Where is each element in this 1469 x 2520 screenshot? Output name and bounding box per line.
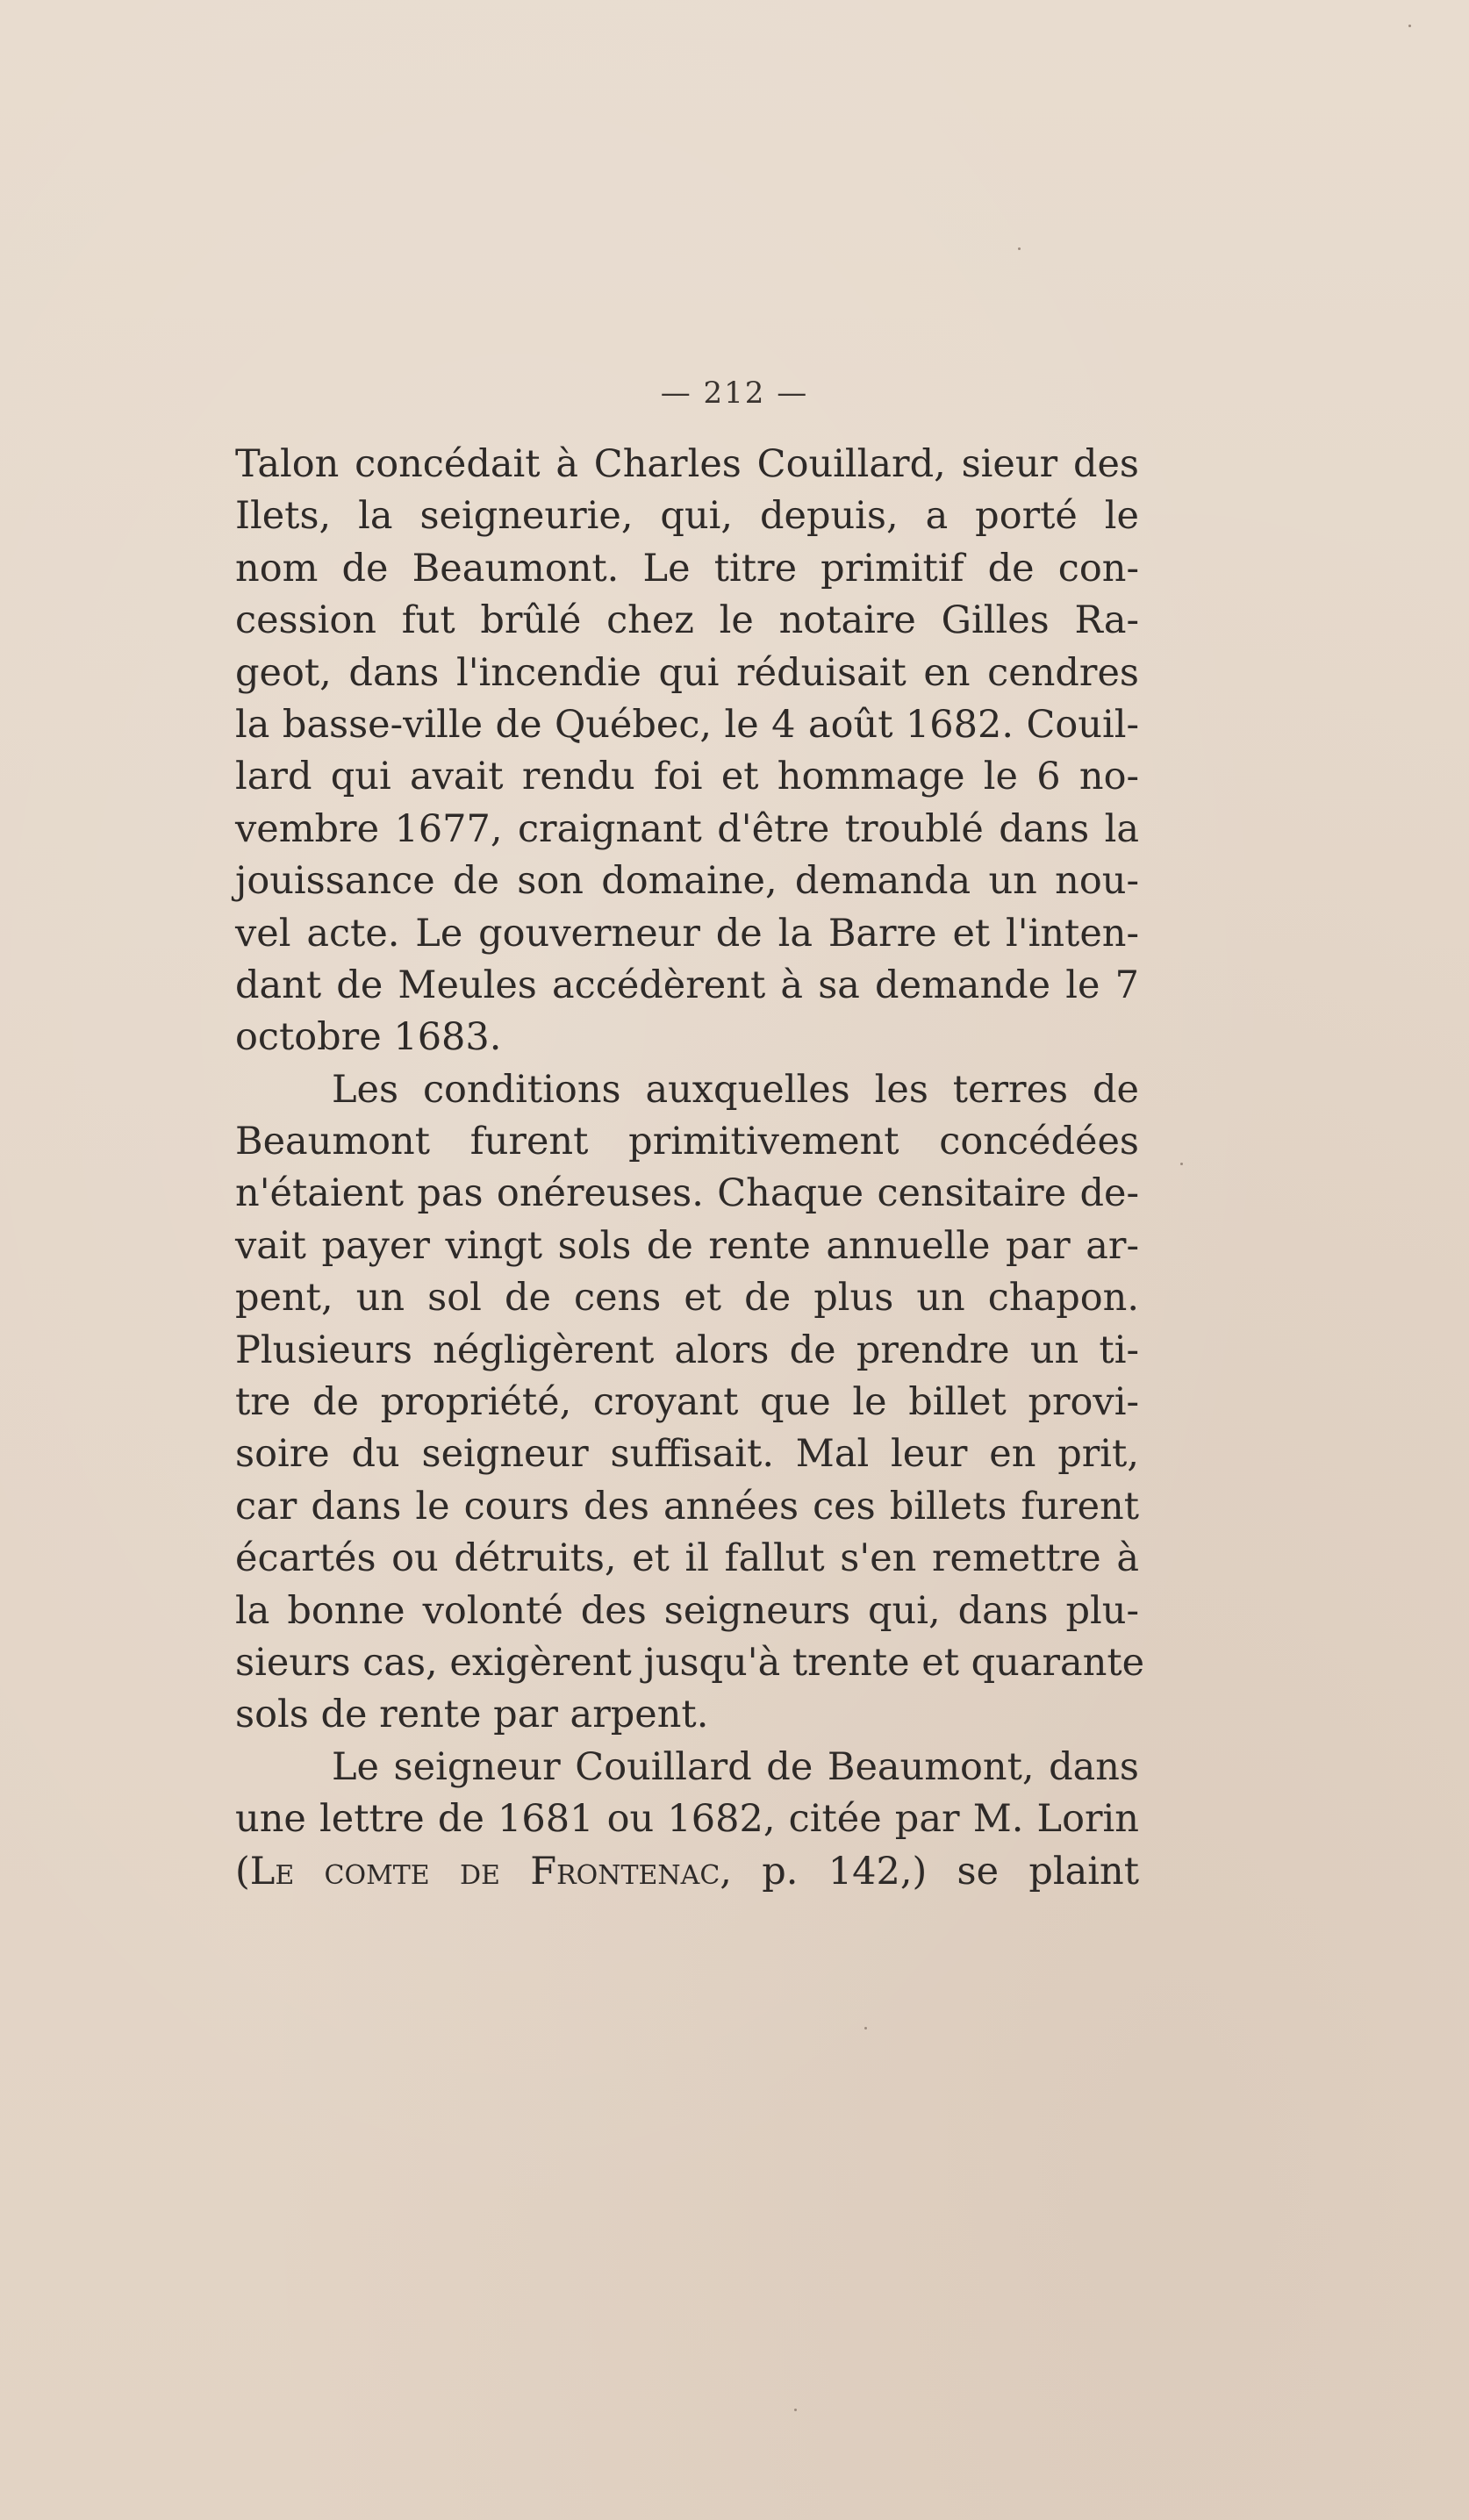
paragraph-1 — [235, 439, 1139, 1064]
text-line: Beaumont furent primitivement concédées — [235, 1120, 1139, 1164]
text-line: Les conditions auxquelles les terres de — [332, 1067, 1139, 1112]
paper-speck — [1018, 247, 1021, 250]
paper-speck — [864, 2027, 867, 2030]
body-text — [235, 439, 1145, 1898]
text-line: octobre 1683. — [235, 1015, 502, 1060]
text-line: jouissance de son domaine, demanda un nou- — [235, 859, 1139, 904]
text-line: vait payer vingt sols de rente annuelle par ar- — [235, 1223, 1139, 1268]
text-line: soire du seigneur suffisait. Mal leur en prit, — [235, 1432, 1139, 1477]
text-line: Le seigneur Couillard de Beaumont, dans — [332, 1744, 1139, 1789]
page-number: — 212 — — [660, 376, 809, 411]
text-line: dant de Meules accédèrent à sa demande le 7 — [235, 963, 1139, 1007]
paper-speck — [1408, 25, 1411, 27]
text-line: tre de propriété, croyant que le billet provi- — [235, 1380, 1139, 1425]
text-line: n'étaient pas onéreuses. Chaque censitaire de- — [235, 1171, 1139, 1216]
text-line: sols de rente par arpent. — [235, 1693, 709, 1737]
citation-tail: , p. 142,) se plaint — [720, 1849, 1139, 1894]
paragraph-2 — [235, 1064, 1145, 1742]
open-paren: ( — [235, 1849, 250, 1894]
text-line: car dans le cours des années ces billets furent — [235, 1484, 1139, 1528]
text-line: la basse-ville de Québec, le 4 août 1682. Couil- — [235, 702, 1139, 747]
text-line-with-title — [235, 1846, 1139, 1898]
paper-speck — [794, 2409, 797, 2411]
paragraph-3 — [235, 1742, 1139, 1898]
text-line: une lettre de 1681 ou 1682, citée par M. Lorin — [235, 1797, 1139, 1842]
text-line: vembre 1677, craignant d'être troublé dans la — [235, 806, 1139, 851]
text-line: écartés ou détruits, et il fallut s'en remettre à — [235, 1536, 1139, 1581]
text-line: nom de Beaumont. Le titre primitif de con- — [235, 546, 1139, 591]
text-line: geot, dans l'incendie qui réduisait en cendres — [235, 650, 1139, 695]
text-line: pent, un sol de cens et de plus un chapon. — [235, 1276, 1139, 1321]
paper-speck — [1180, 1163, 1183, 1165]
book-title: Le comte de Frontenac — [249, 1849, 720, 1894]
text-line: cession fut brûlé chez le notaire Gilles Ra- — [235, 598, 1139, 643]
text-line: Plusieurs négligèrent alors de prendre un ti- — [235, 1328, 1139, 1372]
text-line: lard qui avait rendu foi et hommage le 6 no- — [235, 755, 1139, 799]
text-line: Talon concédait à Charles Couillard, sieur des — [235, 442, 1139, 486]
text-line: Ilets, la seigneurie, qui, depuis, a porté le — [235, 494, 1139, 539]
text-line: vel acte. Le gouverneur de la Barre et l'inten- — [235, 911, 1139, 956]
text-line: sieurs cas, exigèrent jusqu'à trente et quarante — [235, 1640, 1145, 1685]
text-line: la bonne volonté des seigneurs qui, dans plu- — [235, 1588, 1139, 1633]
